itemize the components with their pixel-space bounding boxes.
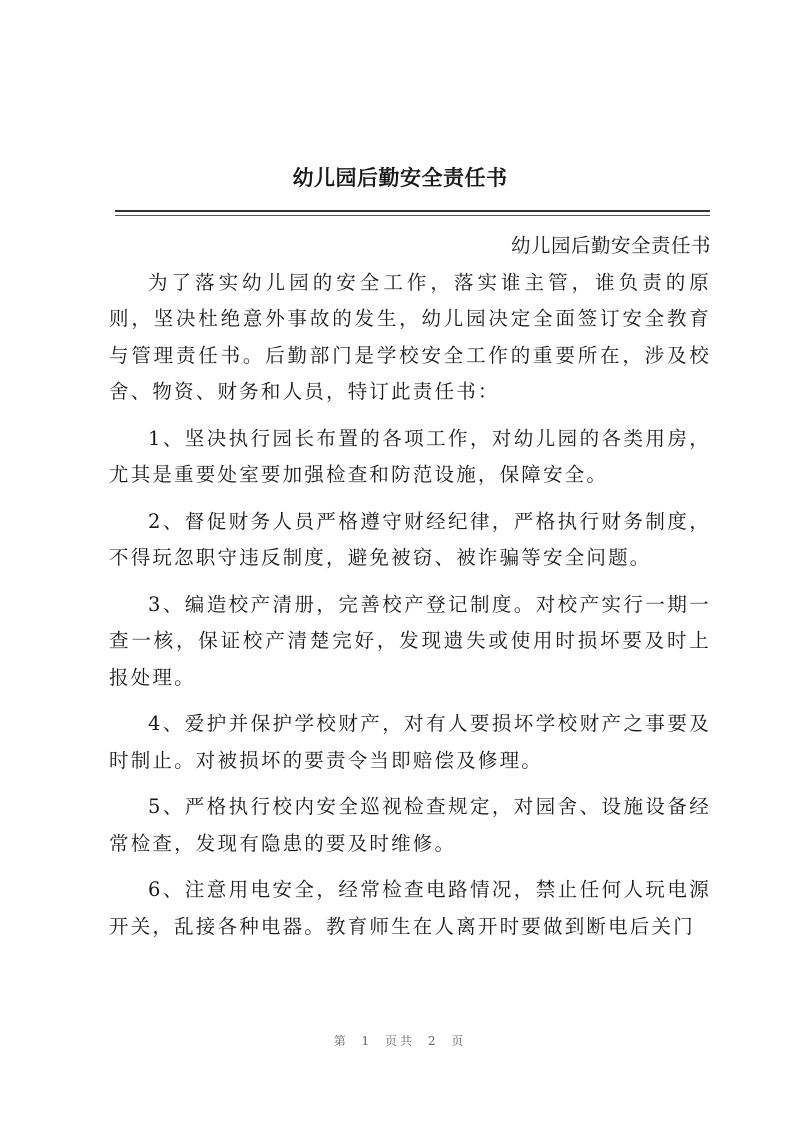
paragraph-item-1: 1、坚决执行园长布置的各项工作，对幼儿园的各类用房，尤其是重要处室要加强检查和防范设施，保障安全。 — [109, 426, 711, 486]
paragraph-item-5: 5、严格执行校内安全巡视检查规定，对园舍、设施设备经常检查，发现有隐患的要及时维修。 — [109, 795, 711, 855]
paragraph-item-2: 2、督促财务人员严格遵守财经纪律，严格执行财务制度，不得玩忽职守违反制度，避免被窃、被诈骗等安全问题。 — [109, 509, 711, 569]
paragraph-item-4: 4、爱护并保护学校财产，对有人要损坏学校财产之事要及时制止。对被损坏的要责令当即赔偿及修理。 — [109, 712, 711, 772]
page-title: 幼儿园后勤安全责任书 — [292, 166, 508, 190]
page-number-footer: 第 1 页共 2 页 — [333, 1034, 467, 1048]
paragraph-item-6: 6、注意用电安全，经常检查电路情况，禁止任何人玩电源开关，乱接各种电器。教育师生在人离开时要做到断电后关门 — [109, 878, 711, 938]
document-body — [109, 228, 711, 955]
document-subtitle: 幼儿园后勤安全责任书 — [510, 234, 711, 257]
title-divider-thin — [115, 215, 710, 216]
paragraph-item-3: 3、编造校产清册，完善校产登记制度。对校产实行一期一查一核，保证校产清楚完好，发现遗失或使用时损坏要及时上报处理。 — [109, 592, 711, 689]
title-divider — [115, 210, 710, 212]
paragraph-intro: 为了落实幼儿园的安全工作，落实谁主管，谁负责的原则，坚决杜绝意外事故的发生，幼儿园决定全面签订安全教育与管理责任书。后勤部门是学校安全工作的重要所在，涉及校舍、物资、财务和人员，特订此责任书： — [109, 270, 711, 403]
